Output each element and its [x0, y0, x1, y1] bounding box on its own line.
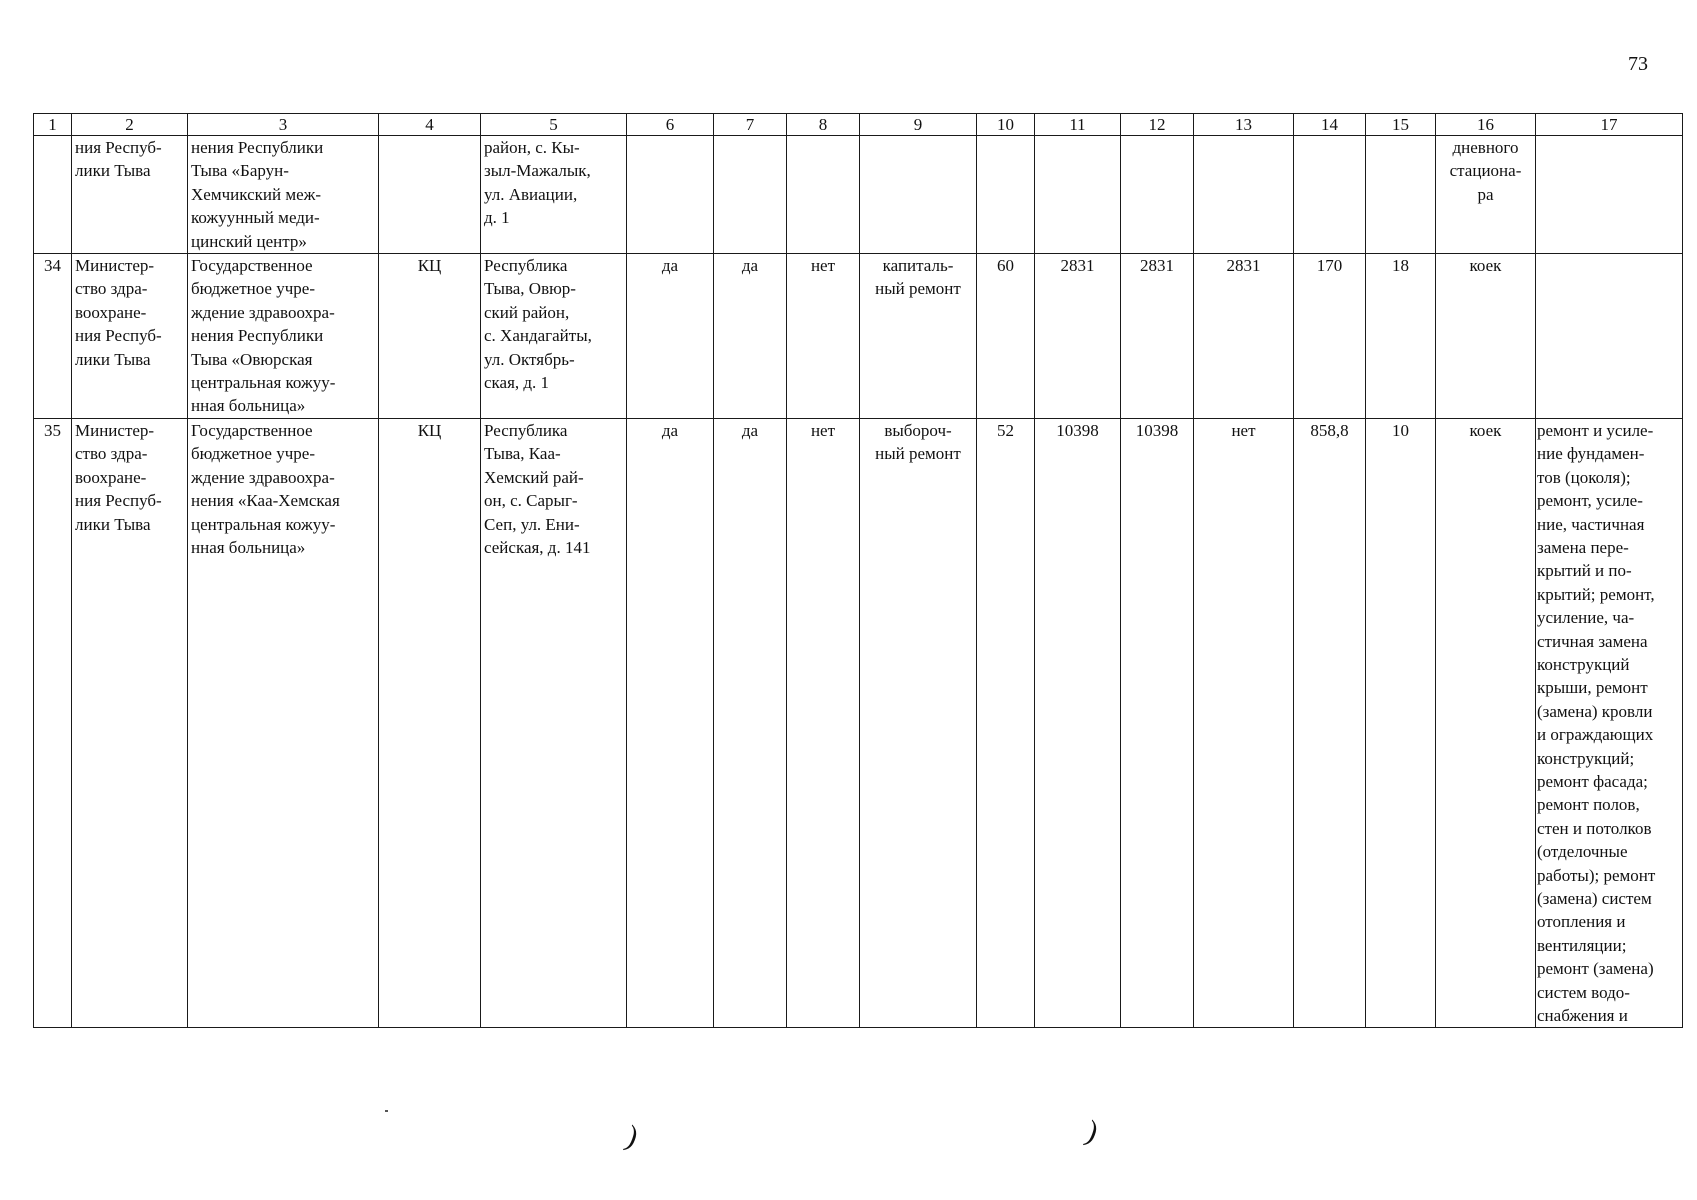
column-header-5: 5 [481, 114, 627, 136]
cell-15 [1366, 136, 1436, 254]
table-row [34, 254, 1683, 419]
cell-10: 60 [977, 254, 1035, 419]
scan-mark-left: ) [621, 1119, 643, 1154]
table-row [34, 136, 1683, 254]
column-header-14: 14 [1294, 114, 1366, 136]
cell-15: 10 [1366, 418, 1436, 1028]
repair-type-cell [860, 136, 977, 254]
cell-12 [1121, 136, 1194, 254]
page-number: 73 [1628, 53, 1648, 75]
repair-type-cell: капиталь- ный ремонт [860, 254, 977, 419]
column-header-16: 16 [1436, 114, 1536, 136]
cell-14: 858,8 [1294, 418, 1366, 1028]
column-header-2: 2 [72, 114, 188, 136]
ministry-cell: Министер- ство здра- воохране- ния Респуб- лики Тыва [72, 254, 188, 419]
cell-11: 2831 [1035, 254, 1121, 419]
table-row [34, 418, 1683, 1028]
column-header-9: 9 [860, 114, 977, 136]
cell-11 [1035, 136, 1121, 254]
row-number [34, 136, 72, 254]
cell-14: 170 [1294, 254, 1366, 419]
ministry-cell: ния Респуб- лики Тыва [72, 136, 188, 254]
address-cell: Республика Тыва, Каа- Хемский рай- он, с. Сарыг- Сеп, ул. Ени- сейская, д. 141 [481, 418, 627, 1028]
cell-13: нет [1194, 418, 1294, 1028]
column-header-13: 13 [1194, 114, 1294, 136]
cell-15: 18 [1366, 254, 1436, 419]
column-header-7: 7 [714, 114, 787, 136]
cell-7: да [714, 418, 787, 1028]
works-cell: ремонт и усиле- ние фундамен- тов (цоколя); ремонт, усиле- ние, частичная замена пере- крытий и по- крытий; ремонт, усиление, ча- стичная замена конструкций крыши, ремонт (замена) кровли и ограждающих конструкций; ремонт фасада; ремонт полов, стен и потолков (отделочные работы); ремонт (замена) систем отопления и вентиляции; ремонт (замена) систем водо- снабжения и [1536, 418, 1683, 1028]
address-cell: район, с. Кы- зыл-Мажалык, ул. Авиации, д. 1 [481, 136, 627, 254]
cell-7 [714, 136, 787, 254]
cell-12: 2831 [1121, 254, 1194, 419]
cell-10: 52 [977, 418, 1035, 1028]
row-number: 34 [34, 254, 72, 419]
institution-cell: Государственное бюджетное учре- ждение здравоохра- нения Республики Тыва «Овюрская центральная кожуу- нная больница» [188, 254, 379, 419]
column-header-10: 10 [977, 114, 1035, 136]
cell-8: нет [787, 254, 860, 419]
type-cell [379, 136, 481, 254]
cell-7: да [714, 254, 787, 419]
column-header-11: 11 [1035, 114, 1121, 136]
cell-13: 2831 [1194, 254, 1294, 419]
cell-10 [977, 136, 1035, 254]
unit-cell: коек [1436, 418, 1536, 1028]
cell-14 [1294, 136, 1366, 254]
cell-6: да [627, 418, 714, 1028]
address-cell: Республика Тыва, Овюр- ский район, с. Хандагайты, ул. Октябрь- ская, д. 1 [481, 254, 627, 419]
column-number-row [34, 114, 1683, 136]
cell-12: 10398 [1121, 418, 1194, 1028]
cell-6 [627, 136, 714, 254]
institution-cell: нения Республики Тыва «Барун- Хемчикский меж- кожуунный меди- цинский центр» [188, 136, 379, 254]
cell-8: нет [787, 418, 860, 1028]
unit-cell: коек [1436, 254, 1536, 419]
column-header-8: 8 [787, 114, 860, 136]
type-cell: КЦ [379, 418, 481, 1028]
scan-mark-right: ) [1081, 1114, 1103, 1149]
cell-13 [1194, 136, 1294, 254]
cell-11: 10398 [1035, 418, 1121, 1028]
scan-speck [385, 1110, 388, 1112]
column-header-15: 15 [1366, 114, 1436, 136]
column-header-6: 6 [627, 114, 714, 136]
cell-6: да [627, 254, 714, 419]
works-cell [1536, 254, 1683, 419]
unit-cell: дневного стациона- ра [1436, 136, 1536, 254]
cell-8 [787, 136, 860, 254]
works-cell [1536, 136, 1683, 254]
ministry-cell: Министер- ство здра- воохране- ния Респуб- лики Тыва [72, 418, 188, 1028]
column-header-17: 17 [1536, 114, 1683, 136]
column-header-4: 4 [379, 114, 481, 136]
data-table [33, 113, 1683, 1028]
column-header-1: 1 [34, 114, 72, 136]
row-number: 35 [34, 418, 72, 1028]
type-cell: КЦ [379, 254, 481, 419]
repair-type-cell: выбороч- ный ремонт [860, 418, 977, 1028]
column-header-12: 12 [1121, 114, 1194, 136]
column-header-3: 3 [188, 114, 379, 136]
institution-cell: Государственное бюджетное учре- ждение здравоохра- нения «Каа-Хемская центральная кожуу- нная больница» [188, 418, 379, 1028]
